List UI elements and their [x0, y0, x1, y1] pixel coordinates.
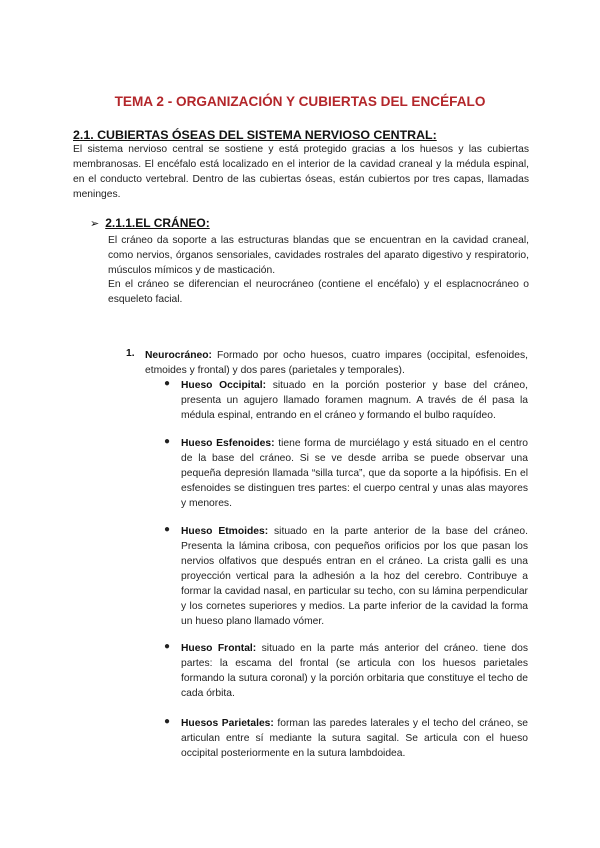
neurocranium-term: Neurocráneo: — [145, 350, 212, 361]
document-title: TEMA 2 - ORGANIZACIÓN Y CUBIERTAS DEL ENCÉFALO — [114, 94, 486, 109]
neurocranium-item — [145, 348, 528, 378]
list-item-etmoides: Hueso Etmoides: situado en la parte anterior de la base del cráneo. Presenta la lámina cribosa, con pequeños orificios por los que pasan los nervios olfativos que después entran en el cráneo. La crista galli es una proyección vertical para la adhesión a la hoz del cerebro. Contribuye a formar la cavidad nasal, en particular su techo, con su lámina perpendicular y los cornetes superiores y medios. La parte inferior de la cavidad la forma un hueso plano llamado vómer. — [181, 526, 528, 627]
list-number: 1. — [126, 348, 135, 359]
cranium-paragraph-1: El cráneo da soporte a las estructuras blandas que se encuentran en la cavidad craneal, como nervios, órganos sensoriales, cavidades rostrales del aparato digestivo y respiratorio, músculos mímicos y de masticación. — [108, 235, 529, 276]
neurocranium-text: Formado por ocho huesos, cuatro impares (occipital, esfenoides, etmoides y frontal) y dos pares (parietales y temporales). — [145, 350, 528, 376]
list-item-esfenoides: Hueso Esfenoides: tiene forma de murciélago y está situado en el centro de la base del cráneo. Si se ve desde arriba se puede observar una pequeña depresión llamada “silla turca”, que da soporte a la hipófisis. En el esfenoides se distinguen tres partes: el cuerpo central y unas alas mayores y menores. — [181, 438, 528, 509]
arrow-bullet-icon: ➢ — [90, 218, 100, 230]
bullet-icon: ● — [164, 524, 171, 535]
section-heading: 2.1. CUBIERTAS ÓSEAS DEL SISTEMA NERVIOSO CENTRAL: — [73, 128, 437, 142]
subsection-heading-text: 2.1.1.EL CRÁNEO: — [105, 216, 210, 230]
bullet-icon: ● — [164, 716, 171, 727]
bullet-icon: ● — [164, 436, 171, 447]
list-item-frontal: Hueso Frontal: situado en la parte más anterior del cráneo. tiene dos partes: la escama del frontal (se articula con los huesos parietales formando la sutura coronal) y la porción orbitaria que constituye el techo de cada órbita. — [181, 643, 528, 699]
bullet-icon: ● — [164, 641, 171, 652]
cranium-paragraph-2: En el cráneo se diferencian el neurocráneo (contiene el encéfalo) y el esplacnocráneo o esqueleto facial. — [108, 279, 529, 305]
bullet-icon: ● — [164, 378, 171, 389]
list-item-parietales: Huesos Parietales: forman las paredes laterales y el techo del cráneo, se articulan entre sí mediante la sutura sagital. Se articula con el hueso occipital posteriormente en la sutura lambdoidea. — [181, 718, 528, 759]
list-item-occipital: Hueso Occipital: situado en la porción posterior y base del cráneo, presenta un agujero llamado foramen magnum. A través de él pasa la médula espinal, entrando en el cráneo y formando el bulbo raquídeo. — [181, 380, 528, 421]
subsection-heading — [90, 216, 210, 230]
section-paragraph: El sistema nervioso central se sostiene y está protegido gracias a los huesos y las cubiertas membranosas. El encéfalo está localizado en el interior de la cavidad craneal y la médula espinal, en el conducto vertebral. Dentro de las cubiertas óseas, están cubiertos por tres capas, llamadas meninges. — [73, 144, 529, 200]
